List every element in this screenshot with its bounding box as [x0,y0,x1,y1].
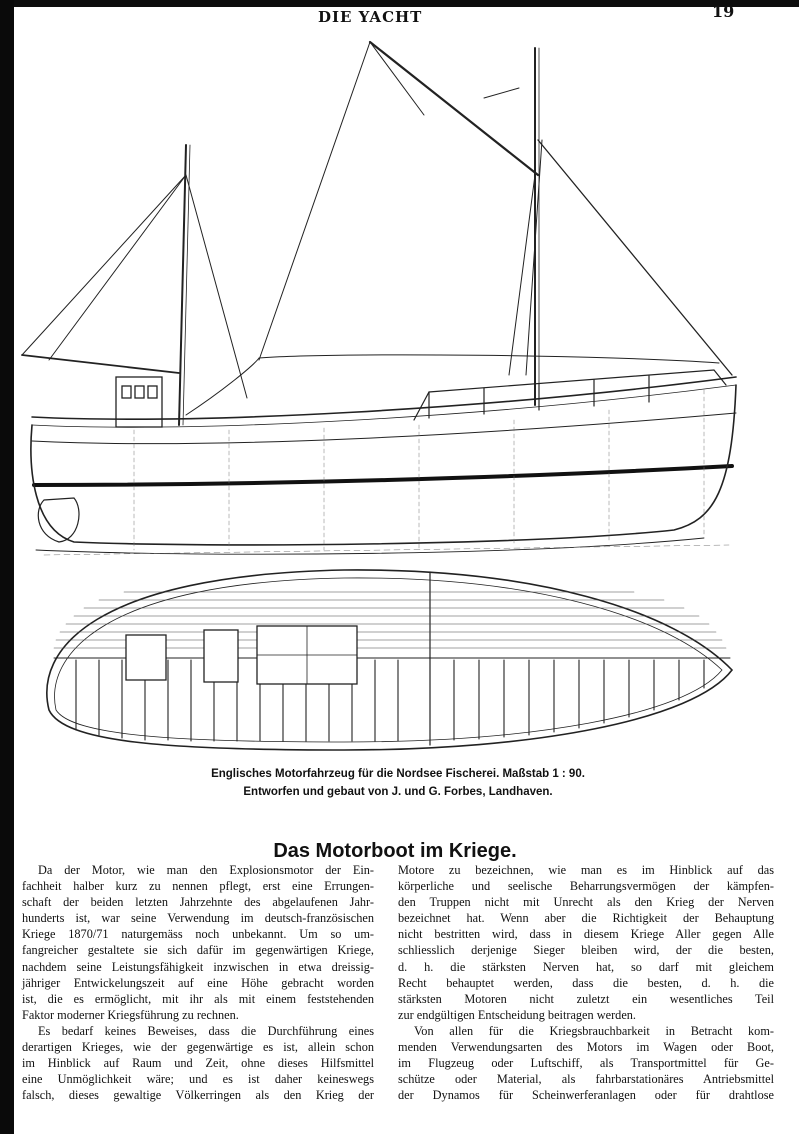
text-line: Von allen für die Kriegsbrauchbarkeit in Betracht kom- [414,1023,774,1038]
journal-title: DIE YACHT [318,8,423,26]
text-line: ist, die es ermöglicht, mit ihr als mit einem feststehenden [22,991,374,1006]
text-line: hunderts ist, war seine Verwendung im deutsch-französischen [22,911,374,926]
deck-house [414,370,726,420]
text-line: der Dynamos für Scheinwerferanlagen oder für drahtlose [398,1088,774,1103]
text-line: schliesslich derjenige Sieger bleiben wird, der die besten, [398,943,774,958]
text-line: den Truppen nicht mit Unrecht als den Krieg der Nerven [398,895,774,910]
article-column-right [398,862,774,1103]
text-line: fangreicher gestaltete sie sich dafür im gegenwärtigen Kriege, [22,943,374,958]
text-line: körperliche und seelische Beharrungsvermögen der kämpfen- [398,879,774,894]
text-line: fachheit halber kurz zu nennen pflegt, erst eine Errungen- [22,879,374,894]
text-line: stärksten Motoren nicht zuletzt ein wesentliches Teil [398,991,774,1006]
text-line: nicht bestritten wird, dass in diesem Kriege Aller gegen Alle [398,927,774,942]
figure-caption: Englisches Motorfahrzeug für die Nordsee Fischerei. Maßstab 1 : 90. [211,768,585,780]
hull-profile [31,377,736,554]
article-title: Das Motorboot im Kriege. [273,840,517,862]
text-line: menden Verwendungsarten des Motors im Wagen oder Boot, [398,1040,774,1055]
text-line: zur endgültigen Entscheidung beitragen werden. [398,1007,636,1022]
text-line: derartigen Krieges, wie der gegenwärtige es ist, allein schon [22,1040,374,1055]
text-line: nachdem seine Leistungsfähigkeit inzwischen in etwa dreissig- [22,959,374,974]
header-rule [14,0,799,7]
article-column-left [22,862,374,1103]
masts [179,48,539,425]
hatches [126,626,357,684]
text-line: schütze oder Material, als fahrbarstationäres Antriebsmittel [398,1072,774,1087]
text-line: schaft der beiden letzten Jahrzehnte des abgelaufenen Jahr- [22,895,374,910]
text-line: falsch, dieses gewaltige Völkerringen als den Krieg der [22,1088,374,1103]
text-line: jähriger Entwickelungszeit auf eine Höhe gebracht worden [22,975,374,990]
text-line: Motore zu bezeichnen, wie man es im Hinblick auf das [398,863,774,877]
text-line: Recht behauptet werden, dass die besten, d. h. die [398,975,774,990]
text-line: im Flugzeug oder Luftschiff, als Transportmittel für Ge- [398,1056,774,1071]
text-line: bezeichnet hat. Wenn aber die Richtigkeit der Behauptung [398,911,774,926]
text-line: Kriege 1870/71 naturgemäss noch unbekannt. Um so um- [22,927,374,942]
text-line: Es bedarf keines Beweises, dass die Durchführung eines [38,1023,374,1038]
text-line: im Hinblick auf Raum und Zeit, ohne dieses Hilfsmittel [22,1056,374,1071]
text-line: Da der Motor, wie man den Explosionsmotor der Ein- [38,863,374,877]
figure-credit: Entworfen und gebaut von J. und G. Forbes, Landhaven. [243,786,553,798]
text-line: eine Unmöglichkeit wäre; und es ist daher keineswegs [22,1072,374,1087]
rigging [22,42,732,415]
text-line: Faktor moderner Kriegsführung zu rechnen. [22,1007,239,1022]
boat-plan-drawing [14,30,754,755]
page-number: 19 [712,2,735,21]
frames [76,660,704,741]
book-binding-edge [0,0,14,1134]
text-line: d. h. die stärksten Nerven hat, so darf mit gleichem [398,959,774,974]
